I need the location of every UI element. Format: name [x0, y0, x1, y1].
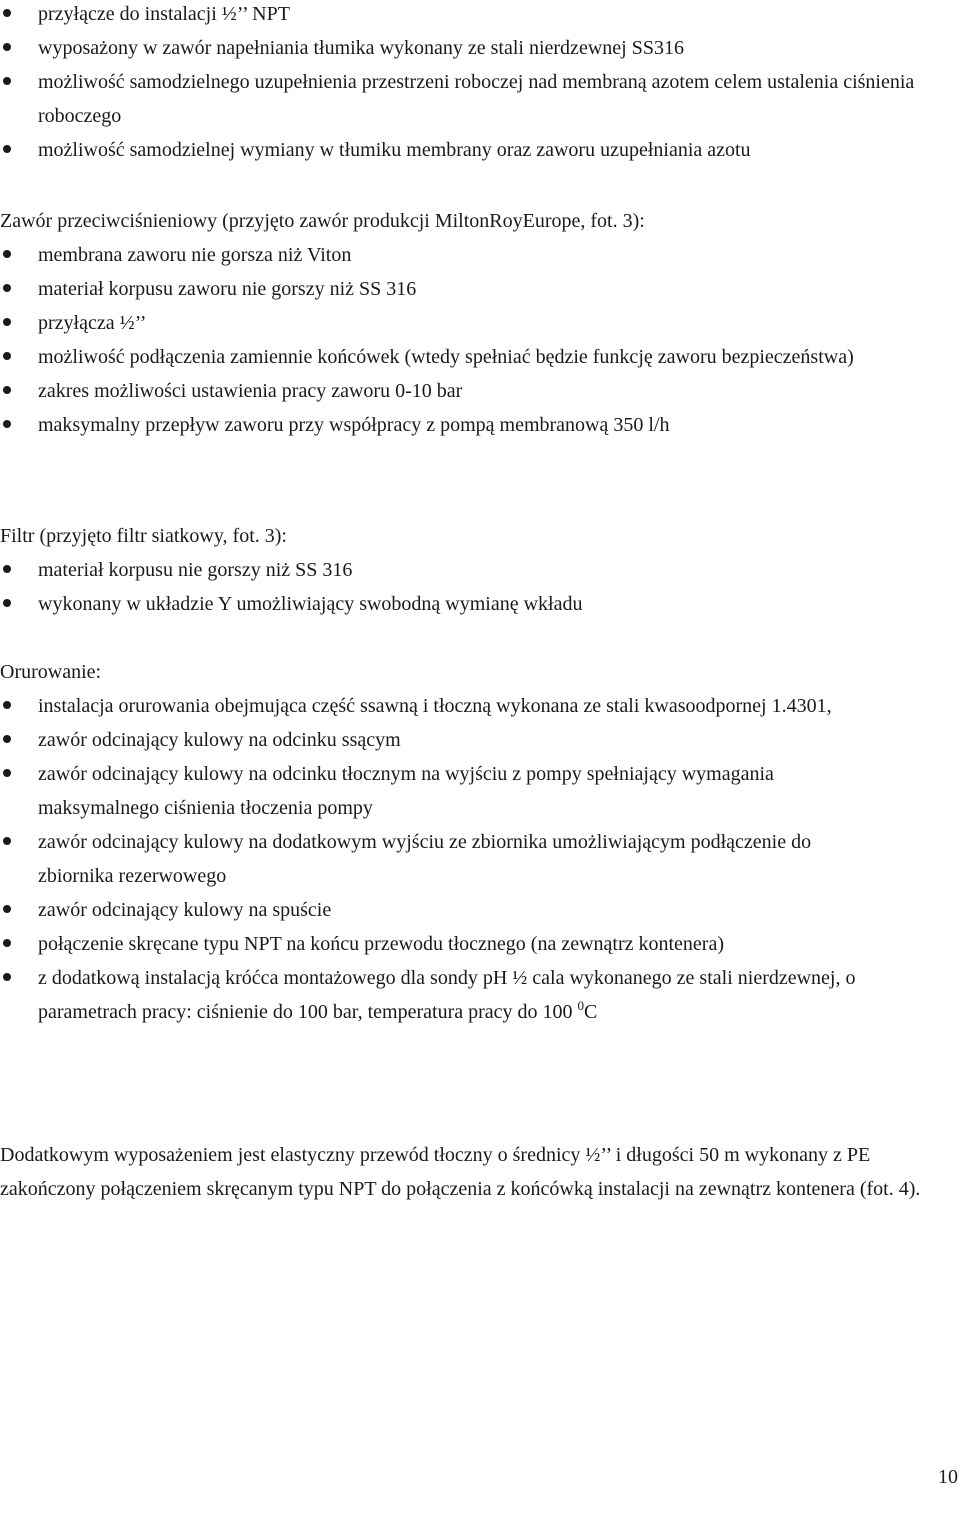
page-number: 10: [938, 1466, 958, 1488]
silencer-list: [0, 0, 960, 167]
list-item: zawór odcinający kulowy na odcinku ssącym: [0, 723, 960, 757]
list-item: instalacja orurowania obejmująca część ssawną i tłoczną wykonana ze stali kwasoodpornej 1.4301,: [0, 689, 960, 723]
list-item: maksymalny przepływ zaworu przy współpracy z pompą membranową 350 l/h: [0, 408, 960, 442]
list-item: materiał korpusu nie gorszy niż SS 316: [0, 553, 960, 587]
section-filter: [0, 519, 960, 621]
list-item: zawór odcinający kulowy na dodatkowym wyjściu ze zbiornika umożliwiającym podłączenie do zbiornika rezerwowego: [0, 825, 960, 893]
list-item: połączenie skręcane typu NPT na końcu przewodu tłocznego (na zewnątrz kontenera): [0, 927, 960, 961]
list-item: przyłącze do instalacji ½’’ NPT: [0, 0, 960, 31]
filter-list: [0, 553, 960, 621]
list-item: membrana zaworu nie gorsza niż Viton: [0, 238, 960, 272]
section-heading: Filtr (przyjęto filtr siatkowy, fot. 3):: [0, 525, 287, 547]
list-item: zakres możliwości ustawienia pracy zaworu 0-10 bar: [0, 374, 960, 408]
section-back-pressure-valve: [0, 204, 960, 442]
list-item: zawór odcinający kulowy na spuście: [0, 893, 960, 927]
list-item: wyposażony w zawór napełniania tłumika wykonany ze stali nierdzewnej SS316: [0, 31, 960, 65]
section-additional-equipment: [0, 1138, 960, 1206]
list-item: [0, 961, 960, 1029]
piping-list: [0, 689, 960, 1029]
section-silencer: [0, 0, 960, 167]
list-item: możliwość samodzielnej wymiany w tłumiku membrany oraz zaworu uzupełniania azotu: [0, 133, 960, 167]
list-item-text: z dodatkową instalacją króćca montażowego dla sondy pH ½ cala wykonanego ze stali nierdzewnej, o parametrach pracy: ciśnienie do 100 bar, temperatura pracy do 100: [38, 967, 856, 1023]
section-heading: Orurowanie:: [0, 661, 102, 683]
list-item: zawór odcinający kulowy na odcinku tłocznym na wyjściu z pompy spełniający wymagania maksymalnego ciśnienia tłoczenia pompy: [0, 757, 960, 825]
list-item: możliwość podłączenia zamiennie końcówek (wtedy spełniać będzie funkcję zaworu bezpieczeństwa): [0, 340, 960, 374]
section-piping: [0, 655, 960, 1029]
superscript-degree: 0: [577, 998, 585, 1013]
list-item: materiał korpusu zaworu nie gorszy niż SS 316: [0, 272, 960, 306]
section-heading: Zawór przeciwciśnieniowy (przyjęto zawór produkcji MiltonRoyEurope, fot. 3):: [0, 210, 645, 232]
list-item: wykonany w układzie Y umożliwiający swobodną wymianę wkładu: [0, 587, 960, 621]
closing-paragraph: Dodatkowym wyposażeniem jest elastyczny przewód tłoczny o średnicy ½’’ i długości 50 m wykonany z PE zakończony połączeniem skręcanym typu NPT do połączenia z końcówką instalacji na zewnątrz kontenera (fot. 4).: [0, 1144, 921, 1200]
list-item: możliwość samodzielnego uzupełnienia przestrzeni roboczej nad membraną azotem celem ustalenia ciśnienia roboczego: [0, 65, 960, 133]
unit-label: C: [584, 1001, 598, 1023]
valve-list: [0, 238, 960, 442]
list-item: przyłącza ½’’: [0, 306, 960, 340]
